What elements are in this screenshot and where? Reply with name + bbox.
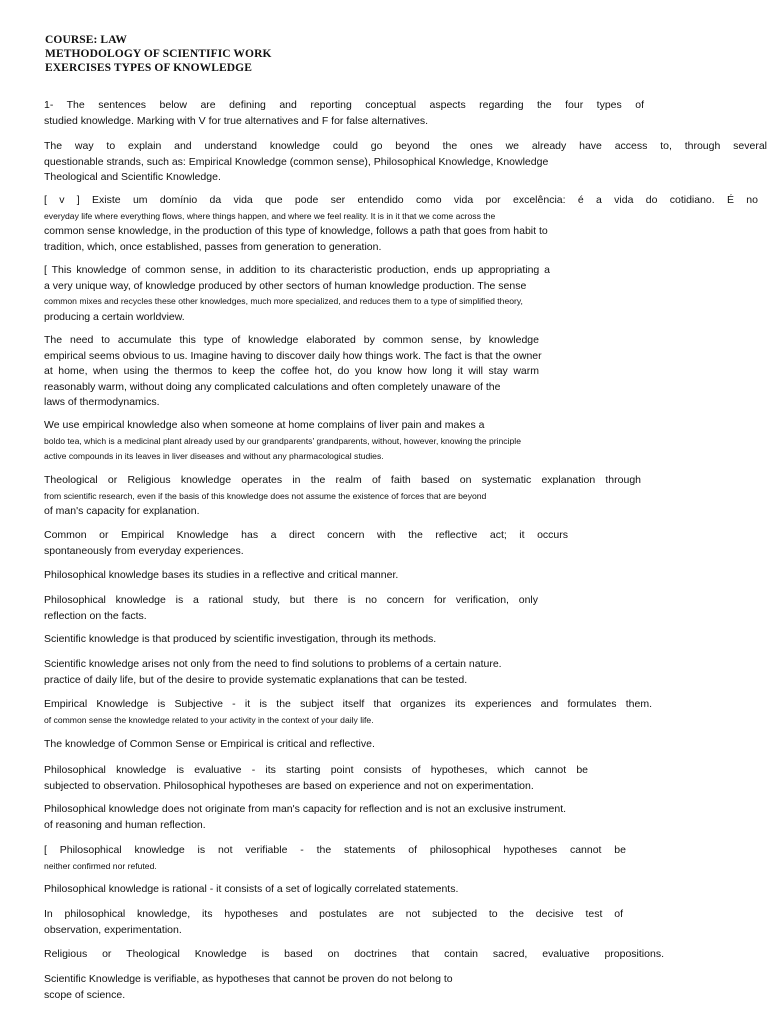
paragraph-statement <box>44 593 538 624</box>
text-line: of man's capacity for explanation. <box>44 505 200 517</box>
text-line: Scientific knowledge is that produced by scientific investigation, through its methods. <box>44 633 437 645</box>
text-line: reflection on the facts. <box>44 609 147 622</box>
paragraph-statement <box>44 737 684 753</box>
text-line: active compounds in its leaves in liver diseases and without any pharmacological studies. <box>44 451 384 461</box>
text-line: Philosophical knowledge is a rational study, but there is no concern for verification, only <box>44 594 538 606</box>
text-line: practice of daily life, but of the desire to provide systematic explanations that can be tested. <box>44 673 468 686</box>
text-line: spontaneously from everyday experiences. <box>44 544 244 557</box>
paragraph-statement <box>44 697 652 728</box>
paragraph-statement <box>44 418 564 465</box>
paragraph-statement <box>44 972 684 1003</box>
text-line: Philosophical knowledge does not originate from man's capacity for reflection and is not an exclusive instrument. <box>44 803 567 815</box>
paragraph-statement <box>44 947 664 963</box>
text-line: Philosophical knowledge is evaluative - its starting point consists of hypotheses, which cannot be <box>44 764 588 776</box>
text-line: Scientific Knowledge is verifiable, as hypotheses that cannot be proven do not belong to <box>44 973 453 985</box>
text-line: Common or Empirical Knowledge has a direct concern with the reflective act; it occurs <box>44 529 568 541</box>
text-line: Theological and Scientific Knowledge. <box>44 171 221 183</box>
text-line: empirical seems obvious to us. Imagine having to discover daily how things work. The fact is that the owner <box>44 349 542 362</box>
text-line: studied knowledge. Marking with V for true alternatives and F for false alternatives. <box>44 114 429 127</box>
course-title: COURSE: LAW <box>45 34 127 46</box>
paragraph-statement <box>44 657 684 688</box>
text-line: questionable strands, such as: Empirical Knowledge (common sense), Philosophical Knowledge, Knowledge <box>44 155 549 168</box>
text-line: subjected to observation. Philosophical hypotheses are based on experience and not on experimentation. <box>44 779 534 792</box>
paragraph-statement <box>44 568 684 584</box>
text-line: In philosophical knowledge, its hypotheses and postulates are not subjected to the decisive test of <box>44 908 623 920</box>
text-line: a very unique way, of knowledge produced by other sectors of human knowledge production. The sense <box>44 279 527 292</box>
paragraph-statement <box>44 802 684 833</box>
text-line: Religious or Theological Knowledge is based on doctrines that contain sacred, evaluative propositions. <box>44 948 664 960</box>
paragraph-statement <box>44 843 626 874</box>
text-line: We use empirical knowledge also when someone at home complains of liver pain and makes a <box>44 419 485 431</box>
paragraph-intro <box>44 98 644 129</box>
paragraph-statement <box>44 193 758 255</box>
text-line: observation, experimentation. <box>44 923 182 936</box>
document-header <box>45 33 272 75</box>
text-line: of reasoning and human reflection. <box>44 818 206 831</box>
paragraph-statement <box>44 907 623 938</box>
paragraph-statement <box>44 882 684 898</box>
text-line: [ Philosophical knowledge is not verifiable - the statements of philosophical hypotheses cannot be <box>44 844 626 856</box>
text-line: Empirical Knowledge is Subjective - it is the subject itself that organizes its experiences and formulates them. <box>44 698 652 710</box>
text-line: of common sense the knowledge related to your activity in the context of your daily life. <box>44 714 374 725</box>
paragraph-statement <box>44 528 568 559</box>
text-line: reasonably warm, without doing any complicated calculations and often completely unaware of the <box>44 380 501 393</box>
text-line: The way to explain and understand knowledge could go beyond the ones we already have access to, through several <box>44 140 767 152</box>
text-line: The need to accumulate this type of knowledge elaborated by common sense, by knowledge <box>44 334 539 346</box>
text-line: everyday life where everything flows, where things happen, and where we feel reality. It is in it that we come across the <box>44 210 496 221</box>
paragraph-statement <box>44 763 588 794</box>
text-line: neither confirmed nor refuted. <box>44 860 157 871</box>
exercise-title: EXERCISES TYPES OF KNOWLEDGE <box>45 62 252 74</box>
paragraph-statement <box>44 333 542 411</box>
text-line: common mixes and recycles these other knowledges, much more specialized, and reduces them to a type of simplified theory, <box>44 296 523 306</box>
subject-title: METHODOLOGY OF SCIENTIFIC WORK <box>45 48 272 60</box>
text-line: Philosophical knowledge is rational - it consists of a set of logically correlated statements. <box>44 883 459 895</box>
text-line: from scientific research, even if the basis of this knowledge does not assume the existence of forces that are beyond <box>44 490 487 501</box>
paragraph-statement <box>44 632 684 648</box>
text-line: The knowledge of Common Sense or Empirical is critical and reflective. <box>44 738 375 750</box>
text-line: tradition, which, once established, passes from generation to generation. <box>44 240 382 253</box>
text-line: at home, when using the thermos to keep the coffee hot, do you know how long it will stay warm <box>44 365 539 377</box>
text-line: scope of science. <box>44 988 126 1001</box>
text-line: producing a certain worldview. <box>44 310 185 323</box>
text-line: 1- The sentences below are defining and reporting conceptual aspects regarding the four types of <box>44 99 644 111</box>
text-line: [ This knowledge of common sense, in addition to its characteristic production, ends up appropriating a <box>44 264 550 276</box>
paragraph-statement <box>44 139 767 186</box>
text-line: Philosophical knowledge bases its studies in a reflective and critical manner. <box>44 569 399 581</box>
text-line: common sense knowledge, in the production of this type of knowledge, follows a path that goes from habit to <box>44 225 548 237</box>
paragraph-statement <box>44 473 641 520</box>
paragraph-statement <box>44 263 550 325</box>
text-line: [ v ] Existe um domínio da vida que pode ser entendido como vida por excelência: é a vida do cotidiano. É no <box>44 194 758 206</box>
text-line: Theological or Religious knowledge operates in the realm of faith based on systematic explanation through <box>44 474 641 486</box>
text-line: boldo tea, which is a medicinal plant already used by our grandparents' grandparents, without, however, knowing the principle <box>44 435 521 446</box>
text-line: Scientific knowledge arises not only from the need to find solutions to problems of a certain nature. <box>44 658 502 670</box>
text-line: laws of thermodynamics. <box>44 396 160 408</box>
